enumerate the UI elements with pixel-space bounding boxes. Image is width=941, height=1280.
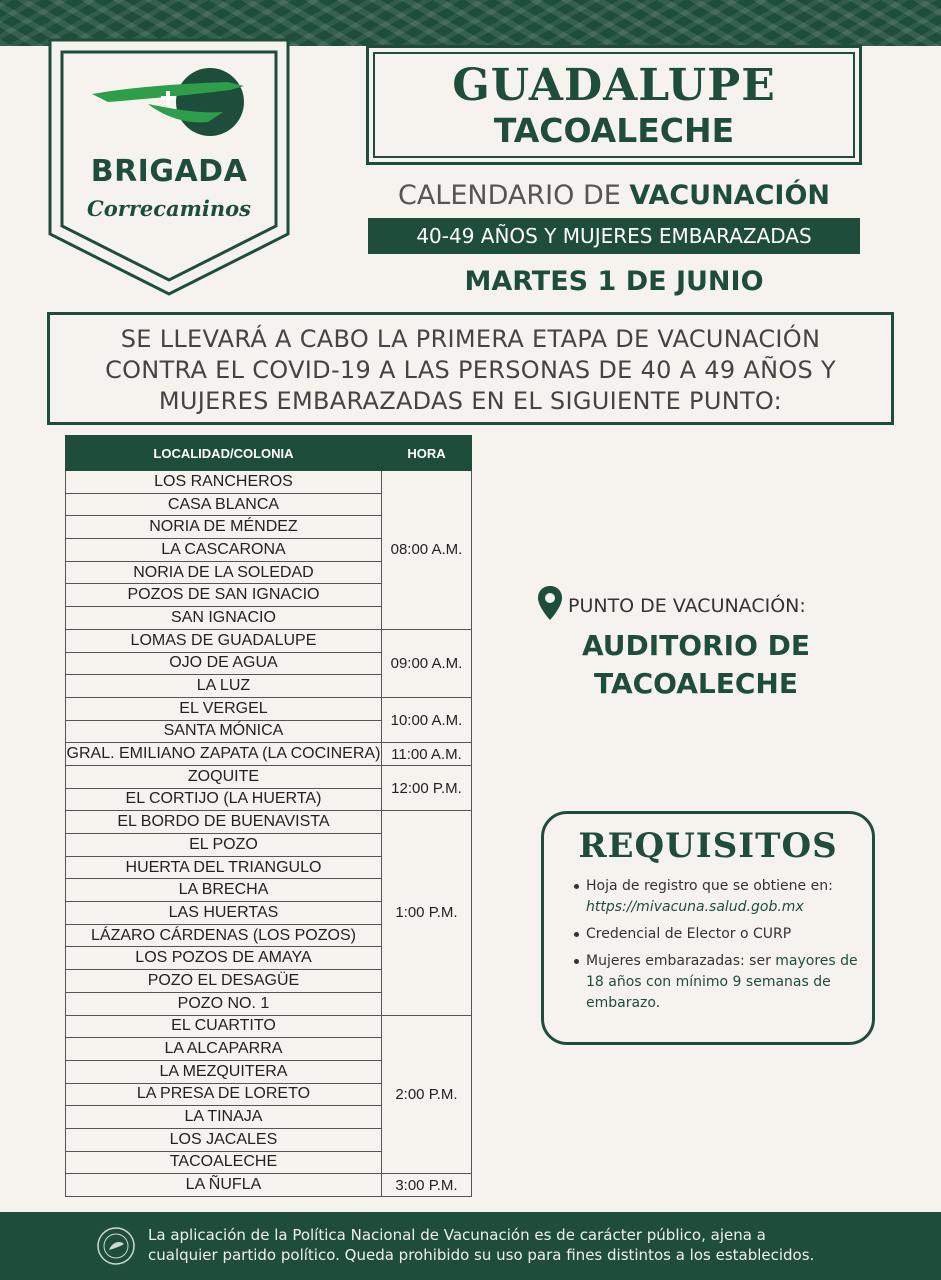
localidad-cell: LA MEZQUITERA: [66, 1060, 382, 1083]
title-box: [366, 45, 862, 165]
localidad-cell: POZO EL DESAGÜE: [66, 970, 382, 993]
brigada-badge: [48, 38, 290, 296]
localidad-cell: EL BORDO DE BUENAVISTA: [66, 811, 382, 834]
localidad-cell: GRAL. EMILIANO ZAPATA (LA COCINERA): [66, 743, 382, 766]
notice-line: CONTRA EL COVID-19 A LAS PERSONAS DE 40 A 49 AÑOS Y: [105, 356, 836, 384]
localidad-cell: NORIA DE LA SOLEDAD: [66, 561, 382, 584]
hora-cell: 12:00 P.M.: [381, 765, 471, 810]
localidad-cell: LA TINAJA: [66, 1106, 382, 1129]
list-item: [574, 876, 864, 918]
localidad-cell: NORIA DE MÉNDEZ: [66, 516, 382, 539]
table-row: [66, 765, 472, 788]
localidad-cell: LÁZARO CÁRDENAS (LOS POZOS): [66, 924, 382, 947]
localidad-cell: TACOALECHE: [66, 1151, 382, 1174]
localidad-cell: LOS RANCHEROS: [66, 471, 382, 494]
localidad-cell: SAN IGNACIO: [66, 607, 382, 630]
localidad-cell: LAS HUERTAS: [66, 902, 382, 925]
schedule-body: [66, 471, 472, 1197]
hora-cell: 2:00 P.M.: [381, 1015, 471, 1174]
footer-line: cualquier partido político. Queda prohibido su uso para fines distintos a los establecidos.: [148, 1246, 815, 1264]
vaccination-point-label: PUNTO DE VACUNACIÓN:: [568, 595, 806, 617]
hora-cell: 10:00 A.M.: [381, 697, 471, 742]
event-date: MARTES 1 DE JUNIO: [464, 266, 764, 297]
page-title: GUADALUPE: [452, 60, 776, 111]
page-subtitle: TACOALECHE: [493, 111, 735, 150]
localidad-cell: CASA BLANCA: [66, 493, 382, 516]
localidad-cell: ZOQUITE: [66, 765, 382, 788]
calendar-heading-light: CALENDARIO DE: [397, 180, 630, 211]
hora-cell: 08:00 A.M.: [381, 471, 471, 630]
notice-line: MUJERES EMBARAZADAS EN EL SIGUIENTE PUNTO:: [158, 387, 783, 415]
hora-cell: 3:00 P.M.: [381, 1174, 471, 1197]
location-pin-icon: [538, 586, 562, 620]
hora-cell: 1:00 P.M.: [381, 811, 471, 1015]
localidad-cell: EL CORTIJO (LA HUERTA): [66, 788, 382, 811]
requirements-box: [541, 811, 875, 1045]
brigada-label: BRIGADA: [90, 154, 248, 189]
localidad-cell: EL CUARTITO: [66, 1015, 382, 1038]
col-localidad-header: LOCALIDAD/COLONIA: [66, 436, 382, 471]
localidad-cell: HUERTA DEL TRIANGULO: [66, 856, 382, 879]
col-hora-header: HORA: [381, 436, 471, 471]
localidad-cell: LA BRECHA: [66, 879, 382, 902]
schedule-table: [65, 435, 472, 1197]
place-line: TACOALECHE: [594, 667, 798, 700]
localidad-cell: LOS JACALES: [66, 1128, 382, 1151]
table-row: [66, 697, 472, 720]
table-row: [66, 1015, 472, 1038]
localidad-cell: LA LUZ: [66, 675, 382, 698]
calendar-heading: [366, 180, 862, 211]
requirements-title: REQUISITOS: [578, 826, 838, 866]
calendar-heading-bold: VACUNACIÓN: [629, 180, 830, 211]
localidad-cell: LA ÑUFLA: [66, 1174, 382, 1197]
vaccination-point-place: [566, 627, 826, 703]
footer-disclaimer: [148, 1225, 908, 1265]
requirements-list: [574, 876, 864, 1014]
registration-link[interactable]: https://mivacuna.salud.gob.mx: [586, 899, 804, 915]
localidad-cell: LA PRESA DE LORETO: [66, 1083, 382, 1106]
localidad-cell: SANTA MÓNICA: [66, 720, 382, 743]
footer-band: [0, 1212, 941, 1280]
localidad-cell: OJO DE AGUA: [66, 652, 382, 675]
hora-cell: 11:00 A.M.: [381, 743, 471, 766]
age-group-bar: 40-49 AÑOS Y MUJERES EMBARAZADAS: [368, 218, 860, 254]
localidad-cell: LA CASCARONA: [66, 539, 382, 562]
localidad-cell: LOS POZOS DE AMAYA: [66, 947, 382, 970]
vaccination-point: [538, 586, 868, 703]
list-item: [574, 951, 864, 1014]
localidad-cell: LA ALCAPARRA: [66, 1038, 382, 1061]
footer-line: La aplicación de la Política Nacional de Vacunación es de carácter público, ajena a: [148, 1226, 766, 1244]
correcaminos-label: Correcaminos: [87, 196, 251, 221]
table-row: [66, 629, 472, 652]
hora-cell: 09:00 A.M.: [381, 629, 471, 697]
localidad-cell: POZO NO. 1: [66, 992, 382, 1015]
localidad-cell: EL POZO: [66, 834, 382, 857]
table-row: [66, 743, 472, 766]
table-row: [66, 811, 472, 834]
localidad-cell: POZOS DE SAN IGNACIO: [66, 584, 382, 607]
list-item: [574, 924, 864, 945]
requirement-text: Hoja de registro que se obtiene en:: [586, 878, 833, 894]
requirement-text: Credencial de Elector o CURP: [586, 926, 792, 942]
localidad-cell: EL VERGEL: [66, 697, 382, 720]
notice-box: [47, 312, 894, 425]
table-row: [66, 1174, 472, 1197]
table-header-row: [66, 436, 472, 471]
national-seal-icon: [96, 1226, 136, 1266]
place-line: AUDITORIO DE: [581, 629, 810, 662]
localidad-cell: LOMAS DE GUADALUPE: [66, 629, 382, 652]
requirement-text: Mujeres embarazadas: ser: [586, 953, 776, 969]
requirement-highlight: mayores de 18 años con mínimo 9 semanas de embarazo.: [586, 953, 858, 1011]
notice-line: SE LLEVARÁ A CABO LA PRIMERA ETAPA DE VACUNACIÓN: [120, 325, 821, 353]
table-row: [66, 471, 472, 494]
